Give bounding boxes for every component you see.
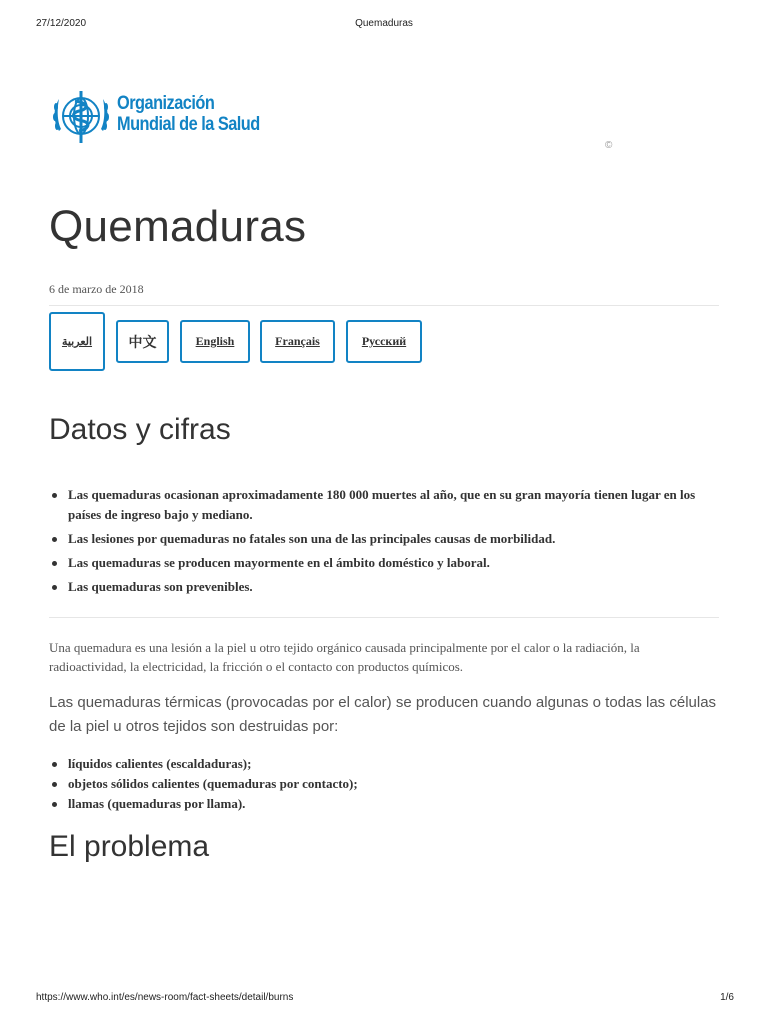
language-french[interactable]: Français bbox=[260, 320, 335, 363]
source-url[interactable]: https://www.who.int/es/news-room/fact-sheets/detail/burns bbox=[36, 992, 294, 1003]
language-english[interactable]: English bbox=[180, 320, 250, 363]
divider bbox=[49, 305, 719, 306]
list-item: líquidos calientes (escaldaduras); bbox=[49, 754, 719, 774]
language-russian[interactable]: Русский bbox=[346, 320, 422, 363]
section-heading-problem: El problema bbox=[49, 830, 210, 863]
who-emblem-icon bbox=[49, 87, 113, 147]
section-heading-facts: Datos y cifras bbox=[49, 413, 231, 446]
divider bbox=[49, 617, 719, 618]
language-chinese[interactable]: 中文 bbox=[116, 320, 169, 363]
definition-paragraph: Una quemadura es una lesión a la piel u otro tejido orgánico causada principalmente por el calor o la radiación, la radioactividad, la electricidad, la fricción o el contacto con productos químicos. bbox=[49, 640, 640, 674]
logo-line-1: Organización bbox=[117, 93, 215, 114]
thermal-intro-paragraph: Las quemaduras térmicas (provocadas por el calor) se producen cuando algunas o todas las células de la piel u otros tejidos son destruidas por: bbox=[49, 694, 717, 735]
logo-line-2: Mundial de la Salud bbox=[117, 114, 260, 135]
who-logo[interactable] bbox=[49, 87, 289, 149]
copyright-mark: © bbox=[605, 140, 613, 151]
list-item: llamas (quemaduras por llama). bbox=[49, 794, 719, 814]
page-title: Quemaduras bbox=[49, 202, 307, 251]
print-header bbox=[0, 18, 768, 32]
facts-list bbox=[49, 485, 719, 601]
print-title: Quemaduras bbox=[355, 18, 413, 29]
print-date: 27/12/2020 bbox=[36, 18, 87, 29]
list-item: objetos sólidos calientes (quemaduras por contacto); bbox=[49, 774, 719, 794]
list-item: Las lesiones por quemaduras no fatales son una de las principales causas de morbilidad. bbox=[49, 529, 719, 549]
language-arabic[interactable]: العربية bbox=[49, 312, 105, 371]
list-item: Las quemaduras se producen mayormente en el ámbito doméstico y laboral. bbox=[49, 553, 719, 573]
causes-list bbox=[49, 754, 719, 814]
list-item: Las quemaduras ocasionan aproximadamente 180 000 muertes al año, que en su gran mayoría tienen lugar en los países de ingreso bajo y mediano. bbox=[49, 485, 719, 525]
page-number: 1/6 bbox=[720, 992, 734, 1003]
publication-date: 6 de marzo de 2018 bbox=[49, 282, 144, 296]
print-footer bbox=[0, 992, 768, 1006]
list-item: Las quemaduras son prevenibles. bbox=[49, 577, 719, 597]
who-logo-text bbox=[117, 93, 260, 135]
